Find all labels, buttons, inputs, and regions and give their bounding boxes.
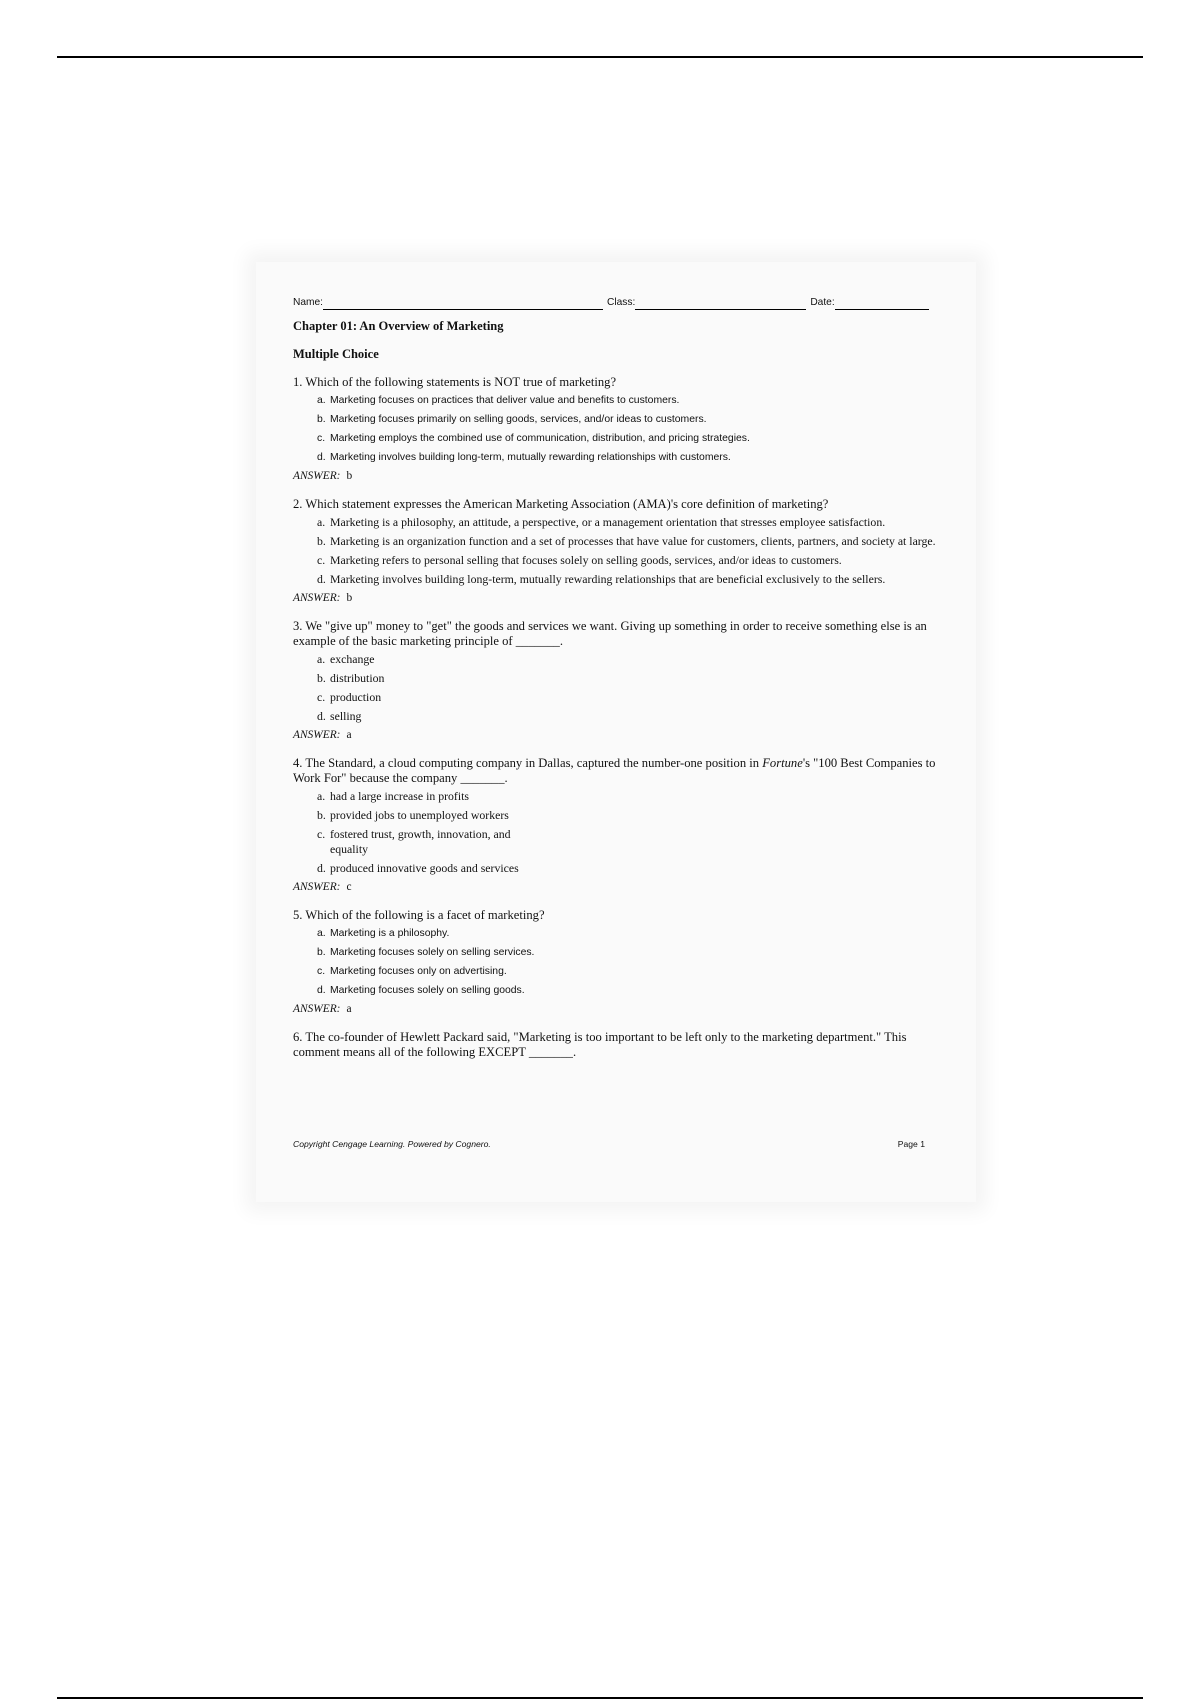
option-a: a. Marketing is a philosophy. [317,928,450,939]
name-blank [323,297,603,310]
option-d: d. Marketing focuses solely on selling goods. [317,985,525,996]
class-label: Class: [607,297,636,308]
option-b: b. provided jobs to unemployed workers [317,808,509,822]
page-number: Page 1 [897,1139,925,1149]
class-blank [635,297,806,310]
option-c: c. production [317,690,382,704]
top-rule [57,56,1143,58]
option-b: b. Marketing focuses solely on selling services. [317,947,535,958]
document-content [293,294,943,1060]
option-d: d. Marketing involves building long-term, mutually rewarding relationships with customers. [317,452,731,463]
question-2 [293,497,943,606]
option-a: a. exchange [317,652,375,666]
options-list [293,393,943,465]
options-list [293,926,943,998]
bottom-rule [57,1697,1143,1699]
page-footer [293,1139,925,1149]
options-list [293,652,943,724]
question-3 [293,619,943,743]
question-stem: 1. Which of the following statements is NOT true of marketing? [293,375,617,389]
date-label: Date: [810,297,835,308]
question-stem: 4. The Standard, a cloud computing company in Dallas, captured the number-one position in Fortune's "100 Best Companies to Work For" because the company _______. [293,756,936,785]
date-blank [835,297,929,310]
question-1 [293,375,943,484]
option-d: d. Marketing involves building long-term, mutually rewarding relationships that are beneficial exclusively to the sellers. [317,572,886,586]
question-stem: 2. Which statement expresses the American Marketing Association (AMA)'s core definition of marketing? [293,497,829,511]
question-6 [293,1030,943,1060]
question-4 [293,756,943,895]
question-5 [293,908,943,1017]
answer-key: ANSWER: a [293,729,352,741]
publication-title: Fortune [762,756,803,770]
answer-key: ANSWER: b [293,470,353,482]
option-c: c. Marketing focuses only on advertising. [317,966,507,977]
option-a: a. Marketing focuses on practices that deliver value and benefits to customers. [317,395,680,406]
option-b: b. Marketing is an organization function and a set of processes that have value for customers, clients, partners, and society at large. [317,534,936,548]
question-stem: 5. Which of the following is a facet of marketing? [293,908,545,922]
student-info-header [293,294,943,310]
option-a: a. Marketing is a philosophy, an attitude, a perspective, or a management orientation that stresses employee satisfaction. [317,515,886,529]
option-a: a. had a large increase in profits [317,789,469,803]
name-label: Name: [293,297,324,308]
copyright-notice: Copyright Cengage Learning. Powered by Cognero. [293,1139,491,1149]
options-list [293,515,943,587]
answer-key: ANSWER: b [293,592,353,604]
options-list [293,789,943,876]
option-d: d. produced innovative goods and services [317,861,519,875]
answer-key: ANSWER: c [293,881,352,893]
chapter-title: Chapter 01: An Overview of Marketing [293,319,504,333]
question-stem: 6. The co-founder of Hewlett Packard said, "Marketing is too important to be left only to the marketing department." This comment means all of the following EXCEPT _______. [293,1030,907,1059]
section-title: Multiple Choice [293,347,379,361]
option-d: d. selling [317,709,362,723]
option-c: c. Marketing employs the combined use of communication, distribution, and pricing strategies. [317,433,750,444]
option-b: b. distribution [317,671,385,685]
answer-key: ANSWER: a [293,1003,352,1015]
option-c: c. Marketing refers to personal selling that focuses solely on selling goods, services, and/or ideas to customers. [317,553,842,567]
option-b: b. Marketing focuses primarily on selling goods, services, and/or ideas to customers. [317,414,707,425]
question-stem: 3. We "give up" money to "get" the goods and services we want. Giving up something in order to receive something else is an example of the basic marketing principle of _______. [293,619,927,648]
option-c: c. fostered trust, growth, innovation, and equality [317,827,511,856]
